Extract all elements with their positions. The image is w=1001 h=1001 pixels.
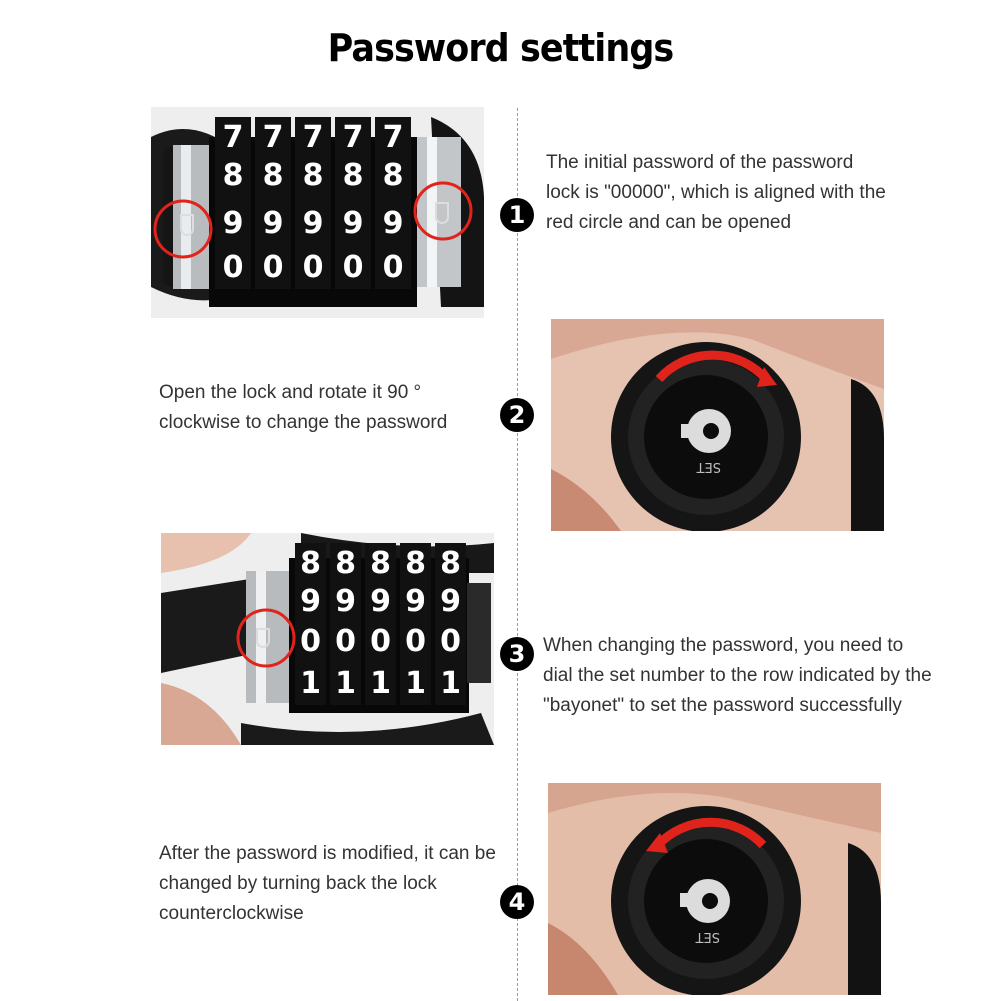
dial-label-step2: SET [696, 459, 721, 474]
wheel-digit: 0 [335, 624, 356, 659]
wheel-digit: 1 [335, 666, 356, 701]
wheel-digit: 0 [382, 250, 404, 285]
step-1-photo [151, 107, 484, 318]
wheel-digit: 8 [440, 546, 461, 581]
wheel-digit: 0 [405, 624, 426, 659]
wheel-digit: 9 [222, 206, 244, 241]
wheel-digit: 8 [262, 158, 284, 193]
wheel-digit: 0 [300, 624, 321, 659]
step-1-badge: 1 [500, 198, 534, 232]
wheel-digit: 8 [370, 546, 391, 581]
wheel-digit: 9 [302, 206, 324, 241]
wheel-digit: 8 [300, 546, 321, 581]
step-2-badge: 2 [500, 398, 534, 432]
wheel-digit: 7 [382, 120, 404, 155]
wheel-digit: 0 [370, 624, 391, 659]
wheel-digit: 8 [335, 546, 356, 581]
wheel-digit: 9 [262, 206, 284, 241]
wheel-digit: 9 [382, 206, 404, 241]
wheel-digit: 8 [302, 158, 324, 193]
step-3-photo [161, 533, 494, 745]
wheel-digit: 7 [302, 120, 324, 155]
dial-label-step4: SET [695, 929, 720, 944]
step-2-text: Open the lock and rotate it 90 ° clockwise to change the password [159, 382, 448, 433]
wheel-digit: 0 [302, 250, 324, 285]
wheel-digit: 9 [370, 584, 391, 619]
wheel-digit: 1 [405, 666, 426, 701]
step-4-badge: 4 [500, 885, 534, 919]
wheel-digit: 8 [405, 546, 426, 581]
page-title: Password settings [327, 26, 674, 70]
wheel-digit: 9 [342, 206, 364, 241]
wheel-digit: 1 [300, 666, 321, 701]
wheel-digit: 9 [335, 584, 356, 619]
step-3-badge: 3 [500, 637, 534, 671]
wheel-digit: 1 [370, 666, 391, 701]
step-4-text: After the password is modified, it can be changed by turning back the lock counterclockwise [159, 843, 496, 924]
wheel-digit: 1 [440, 666, 461, 701]
wheel-digit: 8 [222, 158, 244, 193]
step-3-text: When changing the password, you need to dial the set number to the row indicated by the "bayonet" to set the password successfully [543, 635, 932, 716]
wheel-digit: 7 [222, 120, 244, 155]
wheel-digit: 0 [342, 250, 364, 285]
wheel-digit: 7 [262, 120, 284, 155]
wheel-digit: 9 [440, 584, 461, 619]
step-4-photo [548, 783, 881, 995]
step-1-text: The initial password of the password lock is "00000", which is aligned with the red circle and can be opened [546, 152, 886, 233]
wheel-digit: 0 [440, 624, 461, 659]
wheel-digit: 7 [342, 120, 364, 155]
wheel-digit: 8 [342, 158, 364, 193]
wheel-digit: 0 [262, 250, 284, 285]
wheel-digit: 0 [222, 250, 244, 285]
wheel-digit: 9 [300, 584, 321, 619]
wheel-digit: 9 [405, 584, 426, 619]
center-divider [517, 108, 518, 1001]
step-2-photo [551, 319, 884, 531]
wheel-digit: 8 [382, 158, 404, 193]
